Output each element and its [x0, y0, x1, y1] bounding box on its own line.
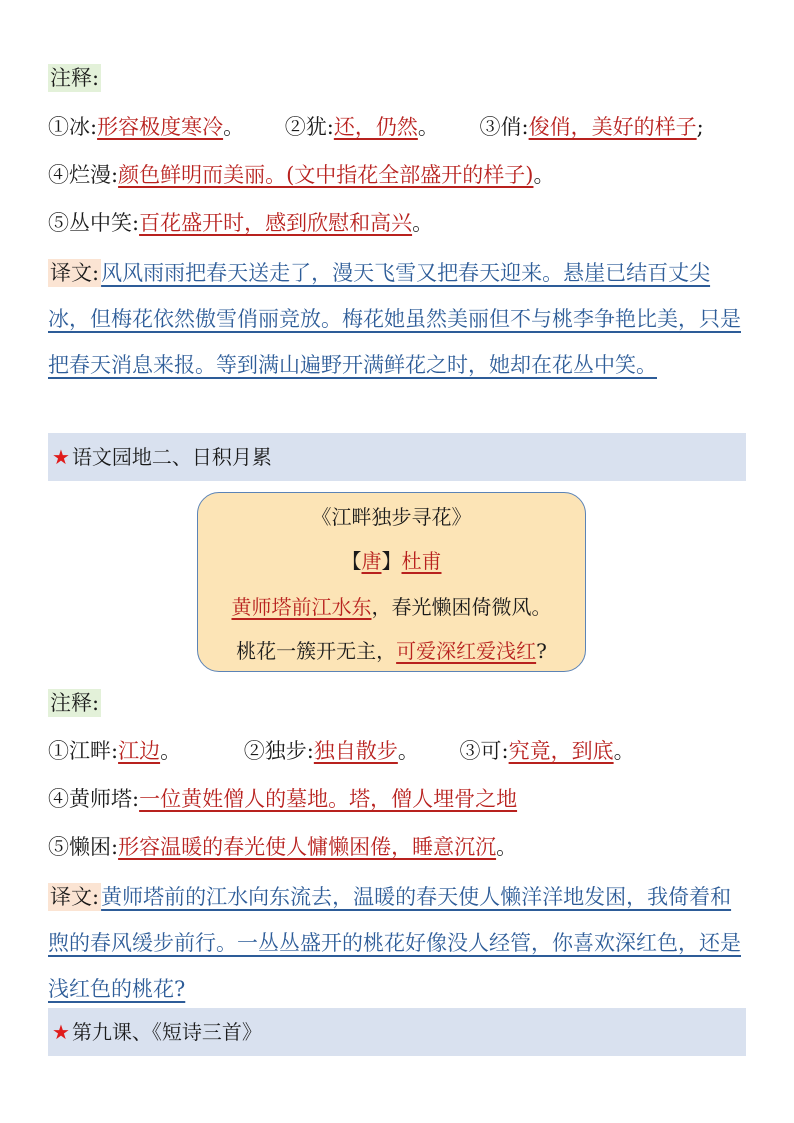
- poem-line-end: ?: [536, 639, 547, 663]
- note-number: ①冰:: [48, 115, 98, 139]
- note-number: ⑤懒困:: [48, 835, 119, 859]
- bracket-close: 】: [381, 549, 402, 573]
- note-definition: 颜色鲜明而美丽。(文中指花全部盛开的样子): [118, 163, 534, 187]
- note-punct: ;: [696, 115, 704, 139]
- notes-label: 注释:: [50, 691, 100, 715]
- note-punct: 。: [412, 211, 434, 235]
- note-punct: 。: [223, 115, 245, 139]
- poem-line-highlight: 可爱深红爱浅红: [396, 639, 537, 663]
- section-heading-title: 语文园地二、日积月累: [71, 445, 272, 469]
- poem-author-line: [198, 545, 585, 577]
- poem-dynasty: 唐: [361, 549, 382, 573]
- note-row-4: [48, 736, 635, 766]
- poem-line-text: 桃花一簇开无主，: [236, 639, 397, 663]
- poem-title: 《江畔独步寻花》: [311, 505, 472, 529]
- note-punct: 。: [613, 739, 635, 763]
- poem-line-2: [198, 635, 585, 667]
- poem-box: [197, 492, 586, 672]
- star-icon: ★: [52, 445, 70, 469]
- note-definition: 百花盛开时，感到欣慰和高兴: [139, 211, 413, 235]
- note-row-1: [48, 112, 704, 142]
- note-row-5: [48, 784, 517, 814]
- translation-text: 黄师塔前的江水向东流去，温暖的春天使人懒洋洋地发困，我倚着和煦的春风缓步前行。一丛丛盛开的桃花好像没人经管，你喜欢深红色，还是浅红色的桃花?: [48, 885, 741, 1001]
- note-punct: 。: [417, 115, 439, 139]
- note-row-6: [48, 832, 517, 862]
- note-row-2: [48, 160, 554, 190]
- note-number: ⑤丛中笑:: [48, 211, 140, 235]
- note-punct: 。: [397, 739, 419, 763]
- note-row-3: [48, 208, 433, 238]
- note-number: ①江畔:: [48, 739, 119, 763]
- translation-paragraph-1: [48, 250, 748, 388]
- poem-line-text: ，春光懒困倚微风。: [371, 595, 552, 619]
- note-punct: 。: [496, 835, 518, 859]
- note-punct: 。: [160, 739, 182, 763]
- note-number: ②犹:: [284, 115, 334, 139]
- note-number: ④烂漫:: [48, 163, 119, 187]
- note-number: ④黄师塔:: [48, 787, 140, 811]
- note-definition: 究竟，到底: [508, 739, 614, 763]
- translation-label: 译文:: [50, 261, 100, 285]
- poem-author: 杜甫: [401, 549, 442, 573]
- notes-heading-1: [48, 63, 101, 93]
- notes-heading-2: [48, 688, 101, 718]
- note-definition: 形容极度寒冷: [97, 115, 224, 139]
- section-heading-band: [48, 1008, 746, 1056]
- section-heading-title: 第九课、《短诗三首》: [71, 1020, 262, 1044]
- translation-paragraph-2: [48, 874, 748, 1012]
- note-number: ②独步:: [243, 739, 314, 763]
- note-definition: 还，仍然: [333, 115, 418, 139]
- note-punct: 。: [533, 163, 555, 187]
- note-number: ③俏:: [479, 115, 529, 139]
- poem-line-1: [198, 591, 585, 623]
- notes-label: 注释:: [50, 66, 100, 90]
- section-heading-band: [48, 433, 746, 481]
- star-icon: ★: [52, 1020, 70, 1044]
- note-definition: 江边: [118, 739, 161, 763]
- note-definition: 形容温暖的春光使人慵懒困倦，睡意沉沉: [118, 835, 497, 859]
- poem-line-highlight: 黄师塔前江水东: [231, 595, 372, 619]
- note-definition: 俊俏，美好的样子: [528, 115, 697, 139]
- translation-label: 译文:: [50, 885, 100, 909]
- bracket-open: 【: [341, 549, 362, 573]
- translation-text: 风风雨雨把春天送走了，漫天飞雪又把春天迎来。悬崖已结百丈尖冰，但梅花依然傲雪俏丽竞放。梅花她虽然美丽但不与桃李争艳比美，只是把春天消息来报。等到满山遍野开满鲜花之时，她却在花丛中笑。: [48, 261, 741, 377]
- note-definition: 独自散步: [313, 739, 398, 763]
- note-number: ③可:: [459, 739, 509, 763]
- note-definition: 一位黄姓僧人的墓地。塔，僧人埋骨之地: [139, 787, 518, 811]
